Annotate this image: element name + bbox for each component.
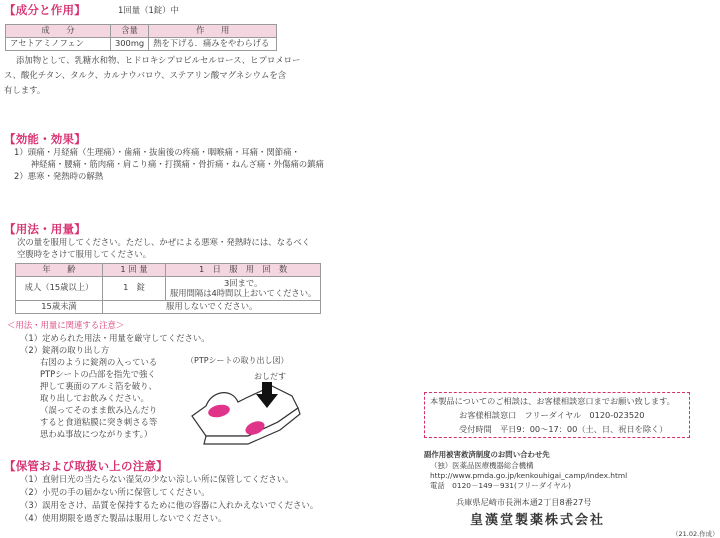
efficacy-line: 1）頭痛・月経痛（生理痛）・歯痛・抜歯後の疼痛・咽喉痛・耳痛・関節痛・ <box>14 147 300 157</box>
removal-line: 押して裏面のアルミ箔を破り、 <box>40 381 157 391</box>
efficacy-heading: 【効能・効果】 <box>4 132 86 146</box>
ingredients-table <box>5 24 277 51</box>
table-row <box>6 38 277 51</box>
dosage-intro-line: 次の量を服用してください。ただし、かぜによる悪寒・発熱時には、なるべく <box>17 237 311 247</box>
contact-line: 受付時間 平日9：00～17：00（土、日、祝日を除く） <box>459 424 668 434</box>
storage-line: （1）直射日光の当たらない湿気の少ない涼しい所に保管してください。 <box>20 474 294 484</box>
storage-heading: 【保管および取扱い上の注意】 <box>4 459 168 473</box>
component-name: アセトアミノフェン <box>6 38 111 51</box>
additives-line: ス、酸化チタン、タルク、カルナウバロウ、ステアリン酸マグネシウムを含 <box>4 70 287 80</box>
company-address: 兵庫県尼崎市長洲本通2丁目8番27号 <box>456 497 592 507</box>
header-amount: 含量 <box>111 25 149 38</box>
dosage-note: （1）定められた用法・用量を厳守してください。 <box>20 333 210 343</box>
times-adult <box>166 276 321 300</box>
company-name: 皇漢堂製薬株式会社 <box>470 513 606 528</box>
dosage-table <box>15 263 321 314</box>
age-adult: 成人（15歳以上） <box>16 276 103 300</box>
dosage-notes-heading: ＜用法・用量に関連する注意＞ <box>7 320 125 330</box>
dose-adult: 1 錠 <box>103 276 166 300</box>
date-note: （21.02.作成） <box>672 530 719 538</box>
component-action: 熱を下げる．痛みをやわらげる <box>149 38 277 51</box>
removal-line: 取り出してお飲みください。 <box>40 393 149 403</box>
storage-line: （3）誤用をさけ、品質を保持するために他の容器に入れかえないでください。 <box>20 500 319 510</box>
additives-line: 添加物として、乳糖水和物、ヒドロキシプロピルセルロース、ヒプロメロー <box>16 55 301 65</box>
relief-org: （独）医薬品医療機器総合機構 <box>430 461 534 470</box>
dose-basis-note: 1回量（1錠）中 <box>118 5 179 15</box>
storage-line: （2）小児の手の届かない所に保管してください。 <box>20 487 210 497</box>
times-limit: 3回まで。 <box>224 277 263 288</box>
header-times: 1 日 服 用 回 数 <box>166 264 321 277</box>
removal-line: 思わぬ事故につながります。） <box>40 429 153 439</box>
age-child: 15歳未満 <box>16 300 103 313</box>
ingredients-heading: 【成分と作用】 <box>4 3 86 17</box>
header-action: 作 用 <box>149 25 277 38</box>
push-arrow-shaft <box>262 382 272 396</box>
header-component: 成 分 <box>6 25 111 38</box>
relief-tel: 電話 0120－149－931(フリーダイヤル) <box>430 481 571 490</box>
relief-url: http://www.pmda.go.jp/kenkouhigai_camp/index.html <box>430 471 628 480</box>
removal-line: すると食道粘膜に突き刺さる等 <box>40 417 158 427</box>
table-row <box>16 300 321 313</box>
storage-line: （4）使用期限を過ぎた製品は服用しないでください。 <box>20 513 227 523</box>
removal-line: PTPシートの凸部を指先で強く <box>40 369 156 379</box>
times-interval: 服用間隔は4時間以上おいてください。 <box>170 288 317 299</box>
efficacy-line: 2）悪寒・発熱時の解熱 <box>14 171 104 181</box>
dosage-heading: 【用法・用量】 <box>4 222 86 236</box>
dosage-note: （2）錠剤の取り出し方 <box>20 345 110 355</box>
child-no-use: 服用しないでください。 <box>103 300 321 313</box>
component-amount: 300mg <box>111 38 149 51</box>
dosage-table-header <box>16 264 321 277</box>
ingredients-table-header <box>6 25 277 38</box>
ptp-caption: （PTPシートの取り出し図） <box>186 356 289 365</box>
additives-line: 有します。 <box>4 85 46 95</box>
removal-line: 右図のように錠剤の入っている <box>40 357 158 367</box>
table-row <box>16 276 321 300</box>
removal-line: （誤ってそのまま飲み込んだり <box>40 405 158 415</box>
contact-line: 本製品についてのご相談は、お客様相談窓口までお願い致します。 <box>430 396 675 406</box>
relief-title: 副作用被害救済制度のお問い合わせ先 <box>424 450 550 459</box>
header-dose: 1 回 量 <box>103 264 166 277</box>
dosage-intro-line: 空腹時をさけて服用してください。 <box>17 249 151 259</box>
ptp-illustration <box>186 366 306 448</box>
contact-line: お客様相談窓口 フリーダイヤル 0120-023520 <box>459 410 645 420</box>
efficacy-line: 神経痛・腰痛・筋肉痛・肩こり痛・打撲痛・骨折痛・ねんざ痛・外傷痛の鎮痛 <box>14 159 324 169</box>
header-age: 年 齢 <box>16 264 103 277</box>
push-label: おしだす <box>254 372 286 381</box>
